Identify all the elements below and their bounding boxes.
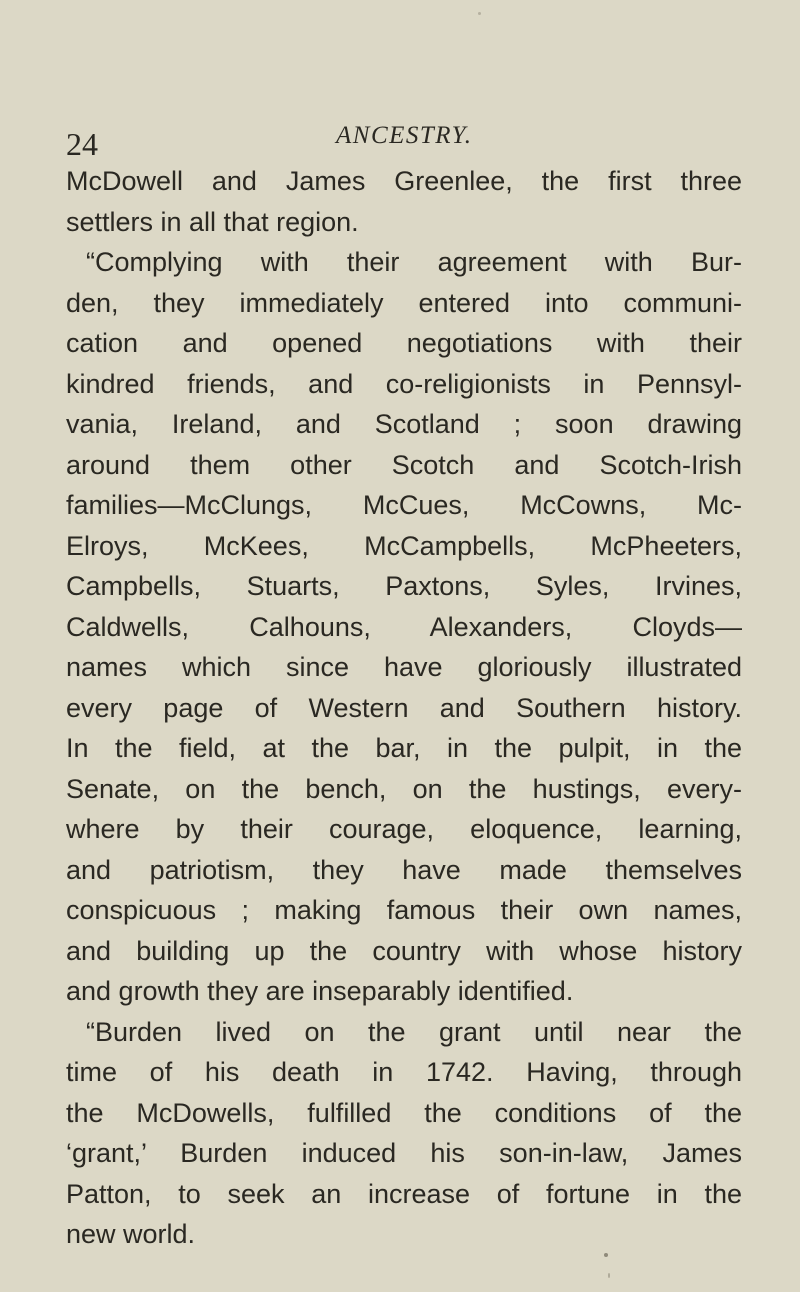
text-line: settlers in all that region.	[66, 206, 359, 237]
text-line: new world.	[66, 1219, 196, 1249]
page-number: 24	[66, 126, 98, 162]
text-line: conspicuous ; making famous their own names,	[66, 895, 742, 925]
page-header	[0, 122, 800, 162]
text-line: Senate, on the bench, on the hustings, every-	[66, 773, 742, 804]
body-text	[66, 161, 742, 1255]
paper-speck	[478, 12, 481, 15]
text-line: names which since have gloriously illustrated	[66, 652, 742, 682]
text-line: In the field, at the bar, in the pulpit, in the	[66, 733, 742, 763]
text-line: around them other Scotch and Scotch-Irish	[66, 449, 742, 480]
text-line: cation and opened negotiations with their	[66, 328, 742, 358]
running-head: ANCESTRY.	[336, 122, 473, 149]
text-line: every page of Western and Southern history.	[66, 692, 742, 723]
text-line: Elroys, McKees, McCampbells, McPheeters,	[66, 530, 742, 561]
text-line: den, they immediately entered into communi-	[66, 287, 742, 318]
text-line: “Burden lived on the grant until near the	[86, 1016, 742, 1047]
text-line: time of his death in 1742. Having, through	[66, 1057, 742, 1087]
text-line: “Complying with their agreement with Bur-	[86, 247, 742, 277]
text-line: vania, Ireland, and Scotland ; soon drawing	[66, 409, 742, 439]
text-line: Campbells, Stuarts, Paxtons, Syles, Irvines,	[66, 571, 742, 601]
text-line: where by their courage, eloquence, learning,	[66, 814, 742, 844]
text-line: Caldwells, Calhouns, Alexanders, Cloyds—	[66, 611, 742, 642]
text-line: and patriotism, they have made themselves	[66, 854, 742, 885]
text-line: Patton, to seek an increase of fortune in the	[66, 1178, 742, 1209]
text-line: and growth they are inseparably identified.	[66, 976, 574, 1006]
text-line: ‘grant,’ Burden induced his son-in-law, James	[66, 1138, 742, 1168]
text-line: kindred friends, and co-religionists in Pennsyl-	[66, 368, 742, 399]
text-line: McDowell and James Greenlee, the first three	[66, 166, 742, 196]
text-line: families—McClungs, McCues, McCowns, Mc-	[66, 490, 742, 520]
text-line: the McDowells, fulfilled the conditions of the	[66, 1097, 742, 1128]
paper-speck	[608, 1273, 610, 1278]
text-line: and building up the country with whose history	[66, 935, 742, 966]
paper-speck	[604, 1253, 608, 1257]
